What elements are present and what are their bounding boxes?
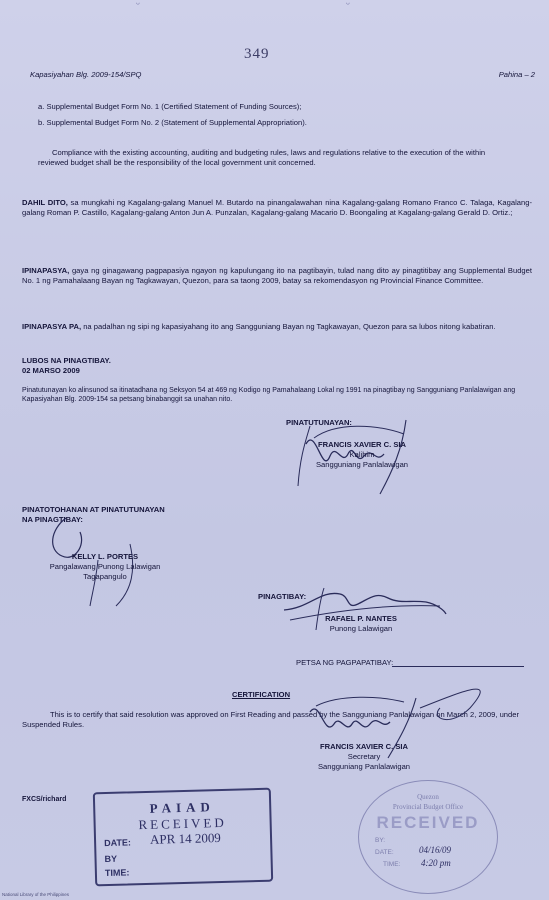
- page-number: 349: [244, 46, 270, 62]
- pinatutunayan-signatory: [302, 440, 422, 470]
- signatory-office: Sangguniang Panlalawigan: [315, 460, 409, 469]
- ipinapasya-lead: IPINAPASYA,: [22, 266, 70, 275]
- pinagtibay-signatory: [306, 614, 416, 634]
- ipinapasya-pa-text: na padalhan ng sipi ng kapasiyahang ito ang Sangguniang Bayan ng Tagkawayan, Quezon para sa lubos nitong kabatiran.: [81, 322, 496, 331]
- received-stamp-paiad: [93, 788, 273, 887]
- certification-text: This is to certify that said resolution was approved on First Reading and passed by the Sangguniang Panlalawigan on March 2, 2009, under Suspended Rules.: [22, 710, 519, 730]
- approval-date: 02 MARSO 2009: [22, 366, 80, 376]
- signatory-name: FRANCIS XAVIER C. SIA: [317, 440, 407, 449]
- signatory-name: KELLY L. PORTES: [71, 552, 139, 561]
- signatory-title: Kalihim: [349, 450, 375, 459]
- stamp-time-value: 4:20 pm: [421, 858, 451, 868]
- ipinapasya-text: gaya ng ginagawang pagpapasiya ngayon ng kapulungang ito na pagtibayin, tulad nang dito ay pinagtitibay ang Supplemental Budget No. 1 ng Pamahalaang Bayan ng Tagkawayan, Quezon, para sa taong 2009, batay sa rekomendasyon ng Provincial Finance Committee.: [22, 266, 532, 286]
- stamp-org: PAIAD: [149, 799, 216, 816]
- ink-mark-right: ᵕ: [346, 0, 351, 11]
- signatory-name: RAFAEL P. NANTES: [325, 614, 397, 623]
- stamp-time-label: TIME:: [383, 861, 401, 868]
- dahil-dito-paragraph: [22, 198, 532, 218]
- approval-line: LUBOS NA PINAGTIBAY.: [22, 356, 111, 365]
- page-label: Pahina – 2: [498, 70, 535, 79]
- certification-note: Pinatutunayan ko alinsunod sa itinatadhana ng Seksyon 54 at 469 ng Kodigo ng Pamahalaang Lokal ng 1991 na pinagtibay ng Sangguniang Panlalawigan ang Kapasiyahan Blg. 2009-154 sa petsang binabanggit sa unahan nito.: [22, 387, 516, 403]
- stamp-line2: Provincial Budget Office: [392, 803, 464, 811]
- received-stamp-budget-office: [358, 780, 498, 894]
- approval-date-line: [392, 666, 524, 667]
- ipinapasya-pa-paragraph: [22, 322, 532, 332]
- pinatotohanan-label-line2: NA PINAGTIBAY:: [22, 515, 83, 524]
- signatory-office: Sangguniang Panlalawigan: [317, 762, 411, 771]
- stamp-date-value: 04/16/09: [419, 845, 452, 855]
- stamp-date-label: DATE:: [375, 849, 394, 856]
- stamp-by-label: BY:: [375, 837, 386, 844]
- stamp-date-value: APR 14 2009: [149, 830, 222, 847]
- certification-signatory: [304, 742, 424, 772]
- certification-heading: CERTIFICATION: [232, 690, 291, 699]
- ipinapasya-paragraph: [22, 266, 532, 286]
- stamp-status: RECEIVED: [138, 814, 227, 833]
- stamp-status: RECEIVED: [376, 813, 480, 832]
- resolution-reference: Kapasiyahan Blg. 2009-154/SPQ: [30, 70, 142, 79]
- approval-block: [22, 356, 111, 376]
- stamp-time-label: TIME:: [104, 867, 130, 879]
- initials: FXCS/richard: [22, 796, 67, 803]
- signatory-title: Pangalawang Punong Lalawigan: [49, 562, 161, 571]
- dahil-dito-text: sa mungkahi ng Kagalang-galang Manuel M. Butardo na pinangalawahan nina Kagalang-galang Romano Franco C. Talaga, Kagalang-galang Roman P. Castillo, Kagalang-galang Anton Jun A. Punzalan, Kagalang-galang Macario D. Boongaling at Kagalang-galang Gerald D. Ortiz.;: [22, 198, 532, 218]
- pinagtibay-label: PINAGTIBAY:: [258, 592, 307, 601]
- ink-mark-left: ᵕ: [136, 0, 141, 11]
- stamp-by-label: BY: [104, 853, 118, 865]
- compliance-paragraph: Compliance with the existing accounting, auditing and budgeting rules, laws and regulations relative to the execution of the within reviewed budget shall be the responsibility of the local government unit concerned.: [38, 148, 486, 168]
- pinatotohanan-signatory: [30, 552, 180, 582]
- attachment-item: b. Supplemental Budget Form No. 2 (Statement of Supplemental Appropriation).: [38, 118, 307, 128]
- signatory-title: Punong Lalawigan: [329, 624, 393, 633]
- signatory-title: Secretary: [347, 752, 381, 761]
- pinatotohanan-label-line1: PINATOTOHANAN AT PINATUTUNAYAN: [22, 505, 165, 514]
- attachment-item: a. Supplemental Budget Form No. 1 (Certified Statement of Funding Sources);: [38, 102, 302, 111]
- signatory-name: FRANCIS XAVIER C. SIA: [319, 742, 409, 751]
- attachment-list: [38, 102, 518, 128]
- dahil-dito-lead: DAHIL DITO,: [22, 198, 68, 207]
- stamp-line1: Quezon: [417, 793, 439, 801]
- signatory-role: Tagapangulo: [83, 572, 127, 581]
- approval-date-label: PETSA NG PAGPAPATIBAY:: [296, 658, 394, 667]
- stamp-date-label: DATE:: [104, 837, 132, 849]
- ipinapasya-pa-lead: IPINAPASYA PA,: [22, 322, 82, 331]
- pinatutunayan-label: PINATUTUNAYAN:: [286, 418, 352, 427]
- scan-note: National Library of the Philippines: [2, 892, 70, 897]
